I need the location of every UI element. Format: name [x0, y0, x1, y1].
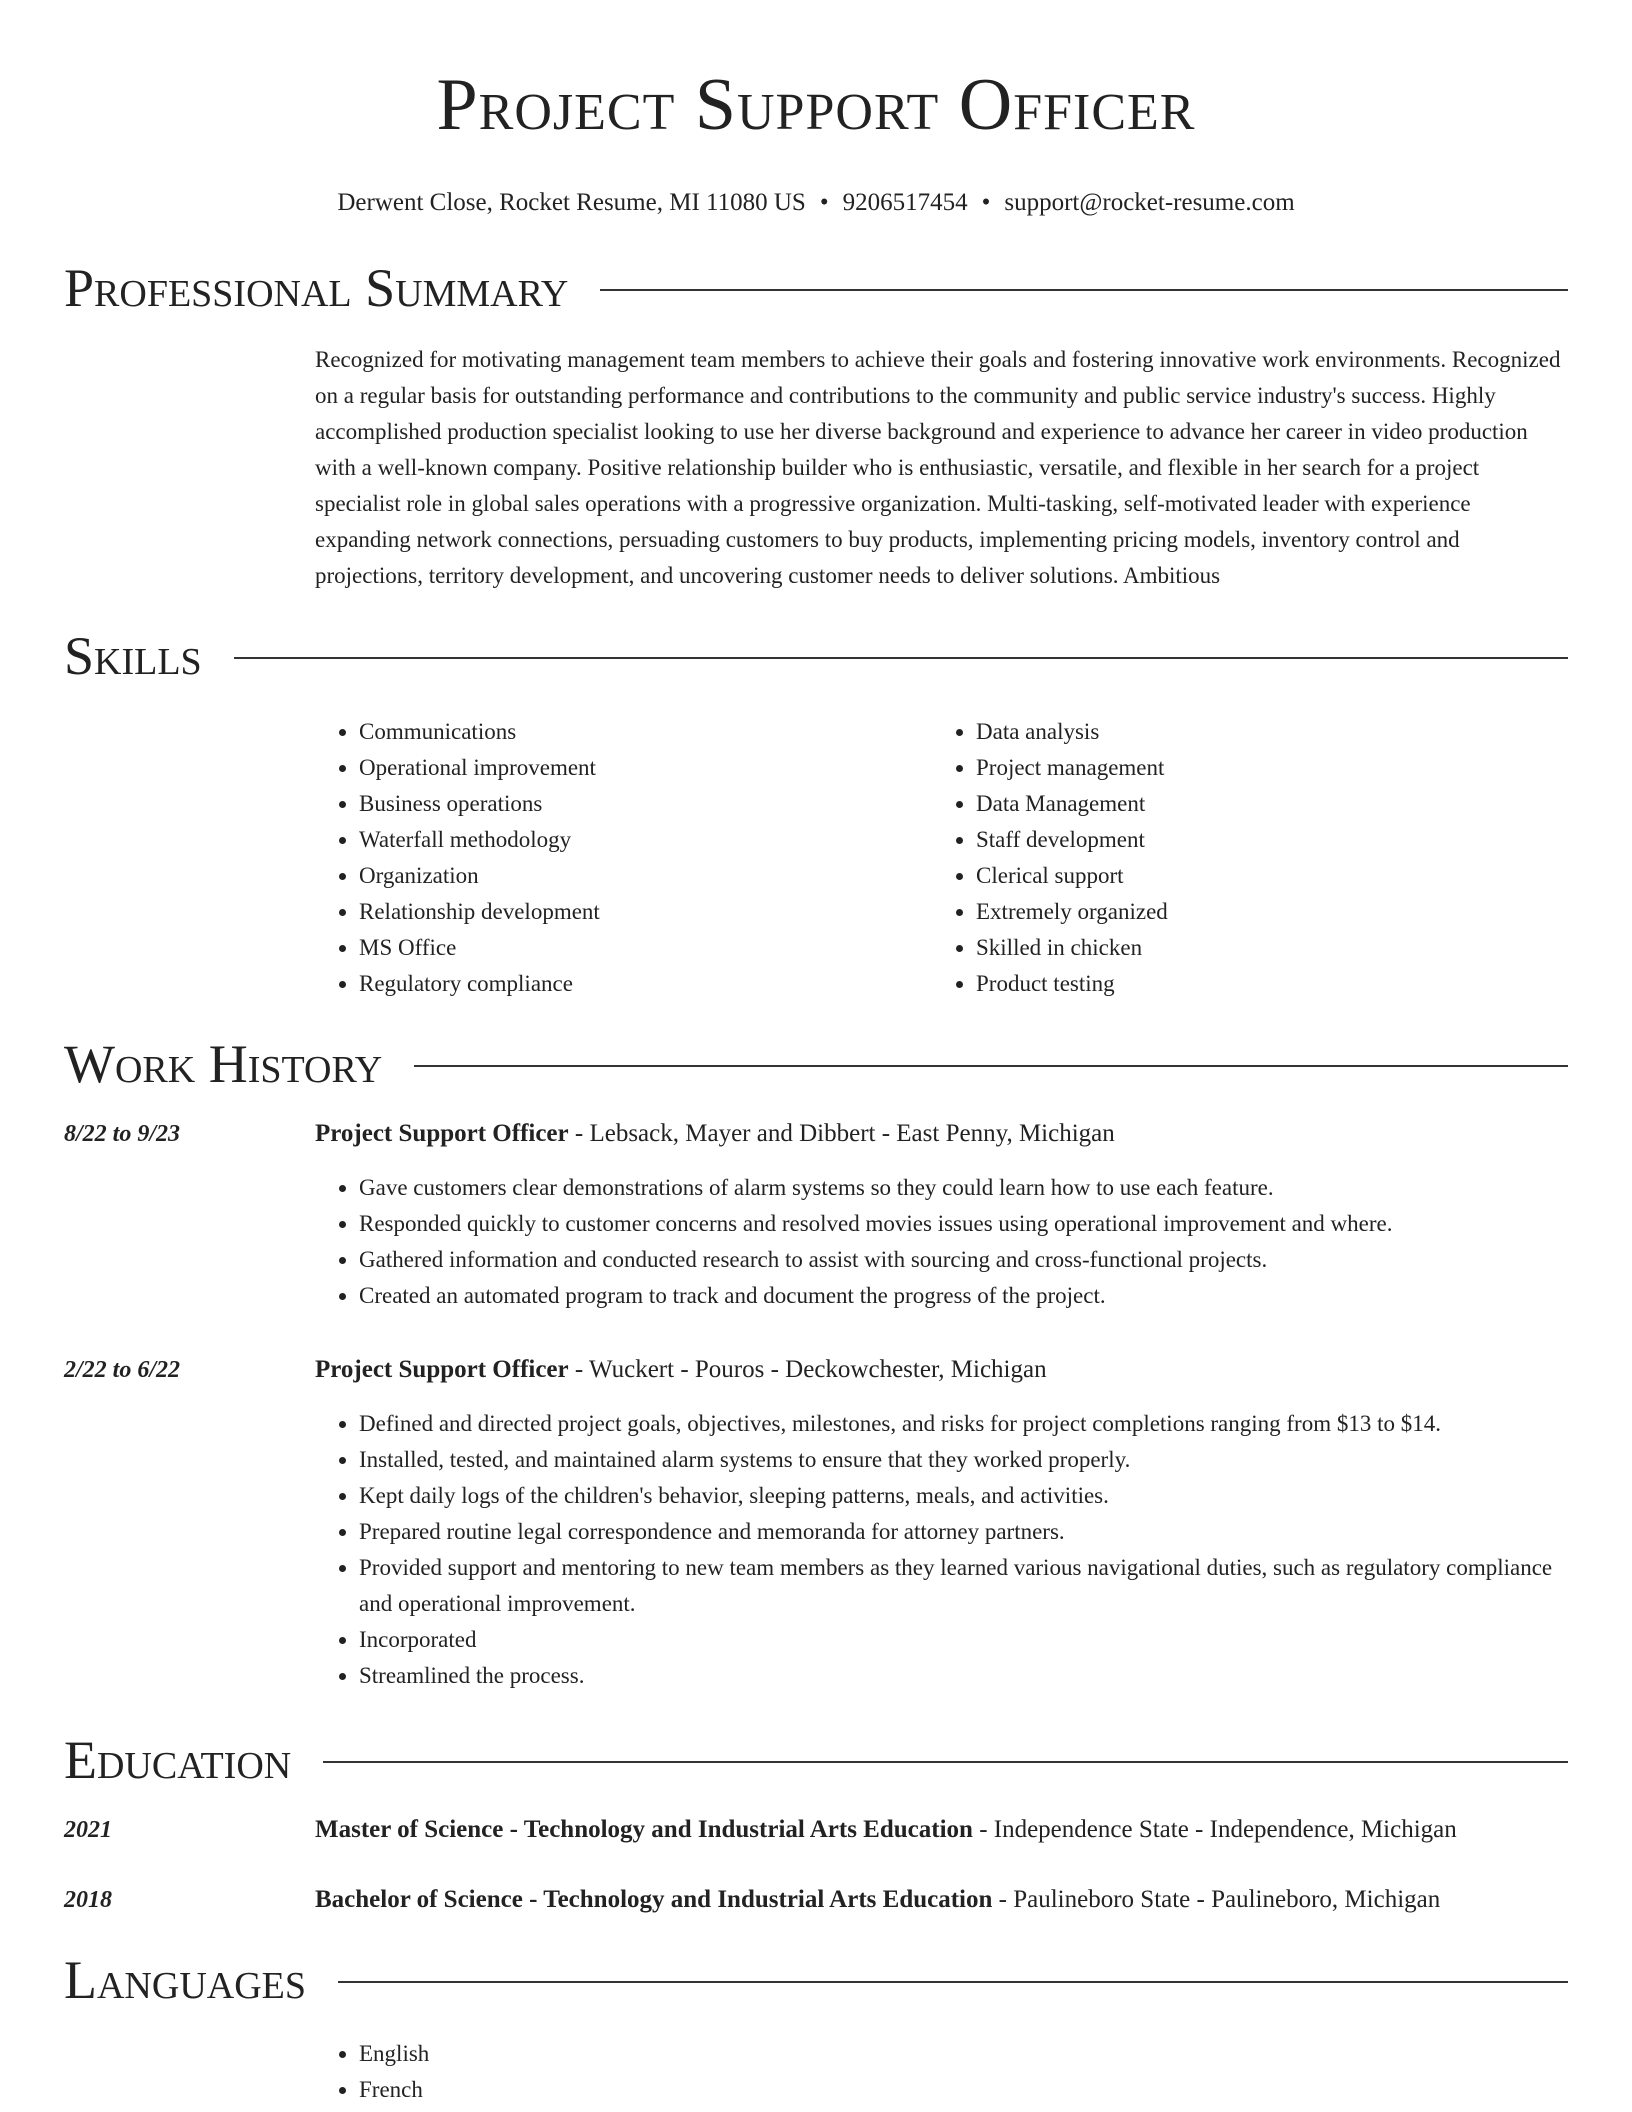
skill-item: • Clerical support: [976, 858, 1568, 894]
contact-line: [64, 188, 1568, 218]
skills-list-right: [932, 714, 1568, 1002]
skill-item: • Business operations: [359, 786, 932, 822]
school-location: - Paulineboro State - Paulineboro, Michigan: [992, 1886, 1441, 1913]
work-dates: 2/22 to 6/22: [64, 1357, 181, 1383]
section-divider: [600, 289, 1568, 291]
work-bullet: • Prepared routine legal correspondence and memoranda for attorney partners.: [359, 1514, 1568, 1550]
skills-grid: [315, 714, 1568, 1002]
language-item: • English: [359, 2036, 1568, 2072]
skill-item: • Extremely organized: [976, 894, 1568, 930]
languages-list: [315, 2036, 1568, 2108]
work-title: Work History: [64, 1034, 383, 1094]
work-entry-body: [315, 1116, 1568, 1314]
contact-separator: •: [981, 189, 991, 216]
skill-item: • Communications: [359, 714, 932, 750]
degree-name: Master of Science - Technology and Industrial Arts Education: [315, 1816, 973, 1843]
skills-list-left: [315, 714, 932, 1002]
work-bullet: • Kept daily logs of the children's behavior, sleeping patterns, meals, and activities.: [359, 1478, 1568, 1514]
languages-section-header: [64, 1948, 1568, 2012]
contact-email: support@rocket-resume.com: [1004, 189, 1295, 216]
education-year: 2018: [64, 1887, 112, 1913]
languages-list-wrap: [315, 2036, 1568, 2108]
work-entry-body: [315, 1352, 1568, 1694]
work-bullet: • Defined and directed project goals, objectives, milestones, and risks for project completions ranging from $13 to $14.: [359, 1406, 1568, 1442]
skill-item: • Organization: [359, 858, 932, 894]
job-role: Project Support Officer: [315, 1120, 569, 1147]
work-entry: [64, 1116, 1568, 1314]
skill-item: • Project management: [976, 750, 1568, 786]
work-bullets: [315, 1170, 1568, 1314]
skill-item: • Regulatory compliance: [359, 966, 932, 1002]
summary-title: Professional Summary: [64, 258, 569, 318]
work-bullet: • Streamlined the process.: [359, 1658, 1568, 1694]
job-employer-location: - Lebsack, Mayer and Dibbert - East Penny, Michigan: [568, 1120, 1115, 1147]
work-bullet: • Gathered information and conducted research to assist with sourcing and cross-functional projects.: [359, 1242, 1568, 1278]
school-location: - Independence State - Independence, Michigan: [972, 1816, 1457, 1843]
skills-section-header: [64, 624, 1568, 688]
education-title: Education: [64, 1730, 292, 1790]
education-year: 2021: [64, 1817, 112, 1843]
education-section-header: [64, 1728, 1568, 1792]
skills-title: Skills: [64, 626, 202, 686]
work-bullet: • Incorporated: [359, 1622, 1568, 1658]
contact-address: Derwent Close, Rocket Resume, MI 11080 US: [337, 189, 806, 216]
work-bullet: • Installed, tested, and maintained alarm systems to ensure that they worked properly.: [359, 1442, 1568, 1478]
contact-phone: 9206517454: [842, 189, 968, 216]
work-bullet: • Responded quickly to customer concerns and resolved movies issues using operational improvement and where.: [359, 1206, 1568, 1242]
education-line: [315, 1882, 1568, 1918]
work-title-line: [315, 1352, 1568, 1388]
education-entries: [64, 1812, 1568, 1918]
work-title-line: [315, 1116, 1568, 1152]
contact-separator: •: [819, 189, 829, 216]
work-bullet: • Provided support and mentoring to new team members as they learned various navigational duties, such as regulatory compliance and operational improvement.: [359, 1550, 1568, 1622]
languages-title: Languages: [64, 1950, 306, 2010]
education-entry: [64, 1882, 1568, 1918]
resume-name: Project Support Officer: [436, 64, 1196, 146]
education-entry: [64, 1812, 1568, 1848]
section-divider: [323, 1761, 1568, 1763]
section-divider: [234, 657, 1568, 659]
skill-item: • Waterfall methodology: [359, 822, 932, 858]
work-dates: 8/22 to 9/23: [64, 1121, 181, 1147]
work-bullet: • Created an automated program to track and document the progress of the project.: [359, 1278, 1568, 1314]
work-section-header: [64, 1032, 1568, 1096]
skill-item: • Product testing: [976, 966, 1568, 1002]
skill-item: • MS Office: [359, 930, 932, 966]
education-line: [315, 1812, 1568, 1848]
summary-text: Recognized for motivating management team members to achieve their goals and fostering innovative work environments. Recognized on a regular basis for outstanding performance and contributions to the community and public service industry's success. Highly accomplished production specialist looking to use her diverse background and experience to advance her career in video production with a well-known company. Positive relationship builder who is enthusiastic, versatile, and flexible in her search for a project specialist role in global sales operations with a progressive organization. Multi-tasking, self-motivated leader with experience expanding network connections, persuading customers to buy products, implementing pricing models, inventory control and projections, territory development, and uncovering customer needs to deliver solutions. Ambitious: [315, 347, 1561, 588]
skill-item: • Data analysis: [976, 714, 1568, 750]
work-bullet: • Gave customers clear demonstrations of alarm systems so they could learn how to use each feature.: [359, 1170, 1568, 1206]
skill-item: • Staff development: [976, 822, 1568, 858]
skill-item: • Skilled in chicken: [976, 930, 1568, 966]
section-divider: [338, 1981, 1568, 1983]
skill-item: • Operational improvement: [359, 750, 932, 786]
job-employer-location: - Wuckert - Pouros - Deckowchester, Michigan: [568, 1356, 1047, 1383]
language-item: • French: [359, 2072, 1568, 2108]
resume-page: [64, 0, 1568, 2108]
degree-name: Bachelor of Science - Technology and Industrial Arts Education: [315, 1886, 993, 1913]
work-bullets: [315, 1406, 1568, 1694]
summary-section-header: [64, 256, 1568, 320]
job-role: Project Support Officer: [315, 1356, 569, 1383]
skill-item: • Data Management: [976, 786, 1568, 822]
work-entries: [64, 1116, 1568, 1694]
section-divider: [414, 1065, 1568, 1067]
work-entry: [64, 1352, 1568, 1694]
skill-item: • Relationship development: [359, 894, 932, 930]
